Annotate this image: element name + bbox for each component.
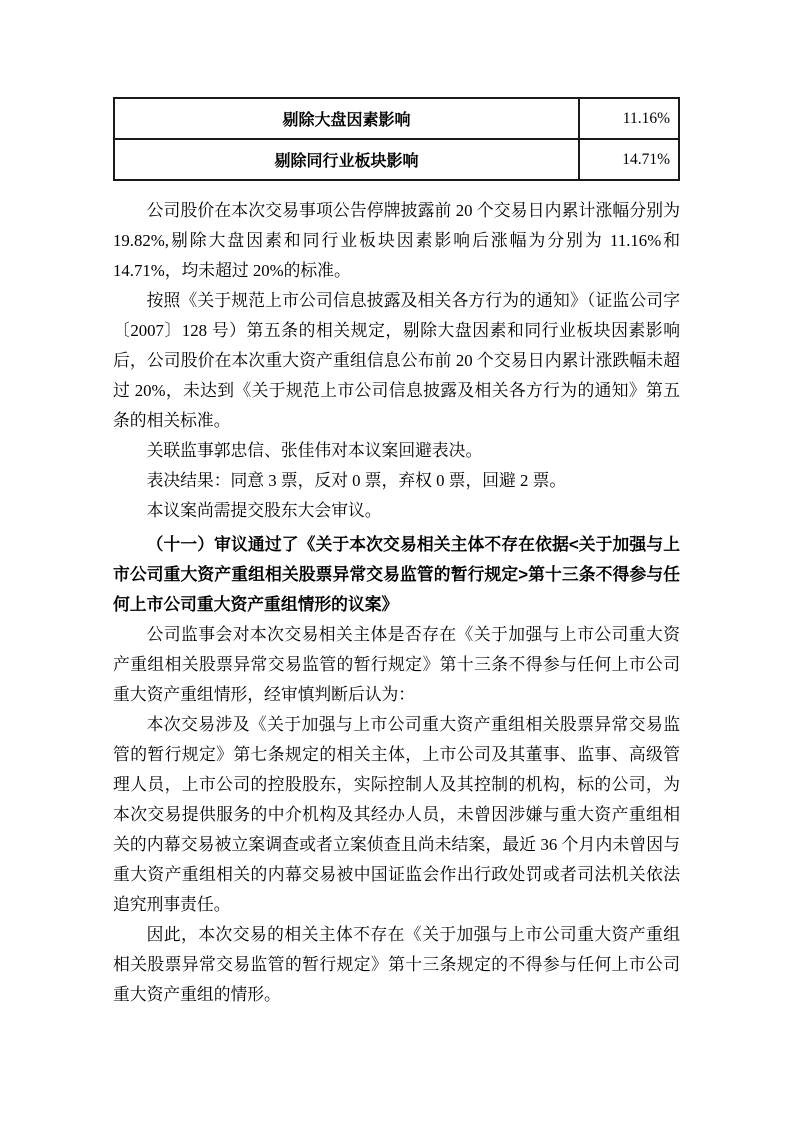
paragraph: 因此，本次交易的相关主体不存在《关于加强与上市公司重大资产重组相关股票异常交易监管的暂行规定》第十三条规定的不得参与任何上市公司重大资产重组的情形。	[113, 925, 680, 1004]
document-content	[113, 97, 680, 1010]
table-row	[114, 98, 679, 139]
metric-label: 剔除同行业板块影响	[114, 139, 579, 180]
table-row	[114, 139, 679, 180]
paragraph: 本次交易涉及《关于加强与上市公司重大资产重组相关股票异常交易监管的暂行规定》第七条规定的相关主体，上市公司及其董事、监事、高级管理人员，上市公司的控股股东，实际控制人及其控制的机构，标的公司，为本次交易提供服务的中介机构及其经办人员，未曾因涉嫌与重大资产重组相关的内幕交易被立案调查或者立案侦查且尚未结案，最近 36 个月内未曾因与重大资产重组相关的内幕交易被中国证监会作出行政处罚或者司法机关依法追究刑事责任。	[113, 715, 680, 914]
price-fluctuation-table	[113, 97, 680, 181]
paragraph: 本议案尚需提交股东大会审议。	[146, 501, 382, 520]
metric-value: 11.16%	[579, 98, 679, 139]
section-heading: （十一）审议通过了《关于本次交易相关主体不存在依据<关于加强与上市公司重大资产重组相关股票异常交易监管的暂行规定>第十三条不得参与任何上市公司重大资产重组情形的议案》	[113, 535, 680, 614]
paragraph: 公司股价在本次交易事项公告停牌披露前 20 个交易日内累计涨幅分别为 19.82%,剔除大盘因素和同行业板块因素影响后涨幅为分别为 11.16%和 14.71%，均未超过 20%的标准。	[113, 201, 680, 280]
paragraph: 公司监事会对本次交易相关主体是否存在《关于加强与上市公司重大资产重组相关股票异常交易监管的暂行规定》第十三条不得参与任何上市公司重大资产重组情形，经审慎判断后认为：	[113, 625, 680, 704]
paragraph: 表决结果：同意 3 票，反对 0 票，弃权 0 票，回避 2 票。	[146, 471, 567, 490]
metric-value: 14.71%	[579, 139, 679, 180]
metric-label: 剔除大盘因素影响	[114, 98, 579, 139]
paragraph: 按照《关于规范上市公司信息披露及相关各方行为的通知》（证监公司字〔2007〕128 号）第五条的相关规定，剔除大盘因素和同行业板块因素影响后，公司股价在本次重大资产重组信息公布前 20 个交易日内累计涨跌幅未超过 20%，未达到《关于规范上市公司信息披露及相关各方行为的通知》第五条的相关标准。	[113, 291, 680, 430]
paragraph: 关联监事郭忠信、张佳伟对本议案回避表决。	[146, 441, 483, 460]
body-text	[113, 196, 680, 1010]
